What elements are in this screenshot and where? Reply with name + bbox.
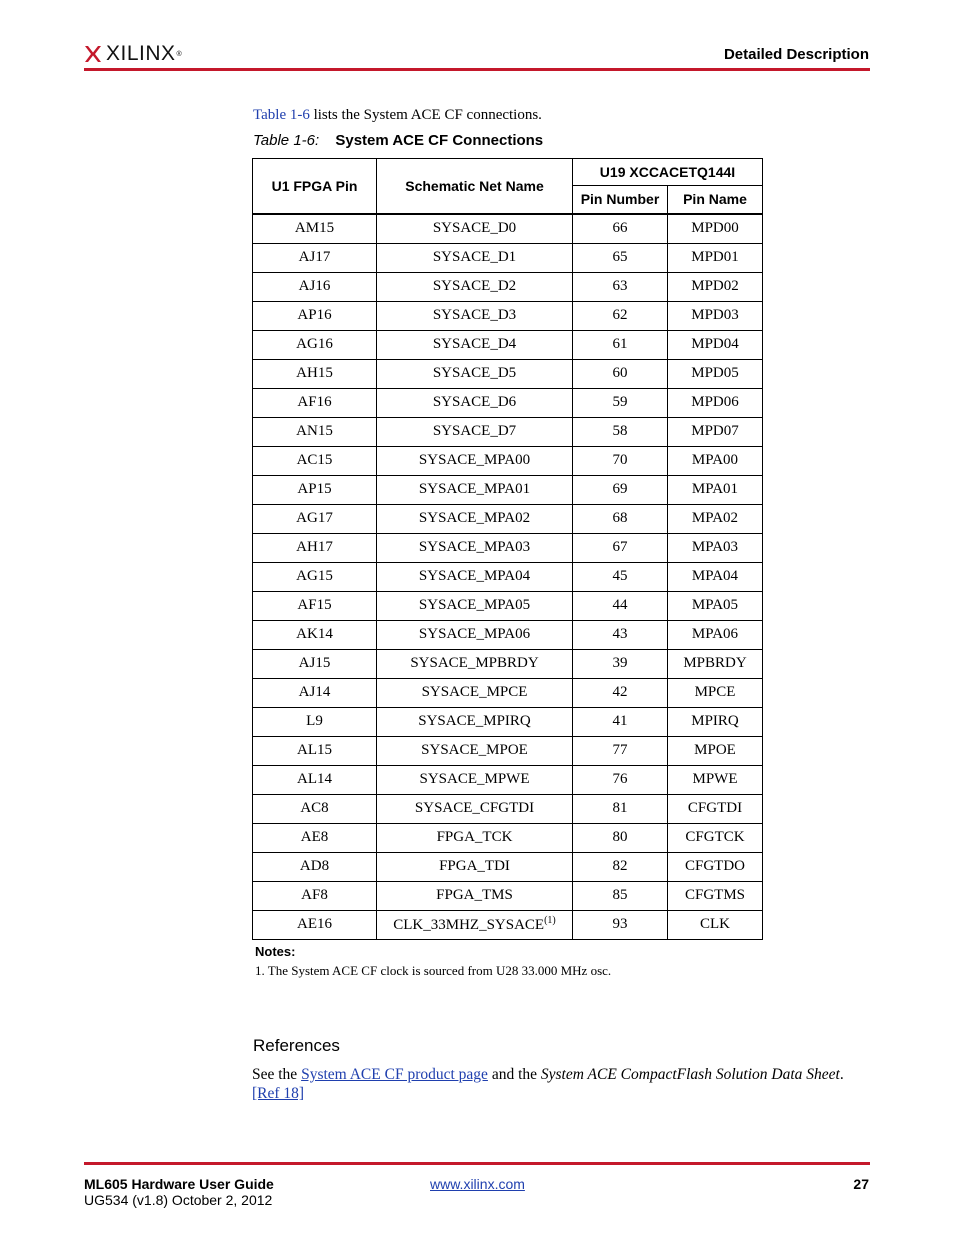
table-row bbox=[253, 446, 763, 475]
footer-doc-version: UG534 (v1.8) October 2, 2012 bbox=[84, 1192, 273, 1208]
cell-pin-number: 77 bbox=[573, 736, 668, 765]
cell-net-name: SYSACE_MPOE bbox=[377, 736, 573, 765]
cell-net-name: SYSACE_D7 bbox=[377, 417, 573, 446]
cell-pin-number: 93 bbox=[573, 910, 668, 939]
cell-net-name: SYSACE_MPA03 bbox=[377, 533, 573, 562]
cell-net-name: SYSACE_D0 bbox=[377, 214, 573, 244]
cell-net-name: FPGA_TMS bbox=[377, 881, 573, 910]
cell-net-name: SYSACE_MPWE bbox=[377, 765, 573, 794]
table-row bbox=[253, 533, 763, 562]
cell-fpga-pin: AK14 bbox=[253, 620, 377, 649]
cell-pin-name: MPD03 bbox=[668, 301, 763, 330]
cell-pin-number: 67 bbox=[573, 533, 668, 562]
header-rule bbox=[84, 68, 870, 71]
header-pin-number: Pin Number bbox=[573, 186, 668, 214]
cell-net-name: SYSACE_CFGTDI bbox=[377, 794, 573, 823]
table-row bbox=[253, 214, 763, 244]
table-row bbox=[253, 243, 763, 272]
table-row bbox=[253, 272, 763, 301]
cell-net-name: SYSACE_MPCE bbox=[377, 678, 573, 707]
cell-pin-name: MPA05 bbox=[668, 591, 763, 620]
table-row bbox=[253, 388, 763, 417]
cell-net-name: SYSACE_D6 bbox=[377, 388, 573, 417]
cell-pin-name: MPA06 bbox=[668, 620, 763, 649]
cell-fpga-pin: AE8 bbox=[253, 823, 377, 852]
cell-pin-number: 39 bbox=[573, 649, 668, 678]
cell-fpga-pin: AD8 bbox=[253, 852, 377, 881]
cell-pin-name: MPWE bbox=[668, 765, 763, 794]
cell-fpga-pin: AH15 bbox=[253, 359, 377, 388]
table-row bbox=[253, 301, 763, 330]
footer-rule bbox=[84, 1162, 870, 1165]
table-row bbox=[253, 649, 763, 678]
cell-fpga-pin: AF16 bbox=[253, 388, 377, 417]
header-u19-group: U19 XCCACETQ144I bbox=[573, 159, 763, 186]
cell-fpga-pin: AF15 bbox=[253, 591, 377, 620]
cell-pin-number: 65 bbox=[573, 243, 668, 272]
cell-pin-name: CFGTMS bbox=[668, 881, 763, 910]
cell-net-name: SYSACE_MPIRQ bbox=[377, 707, 573, 736]
section-title: Detailed Description bbox=[723, 46, 869, 63]
cell-fpga-pin: AL14 bbox=[253, 765, 377, 794]
cell-pin-name: MPD07 bbox=[668, 417, 763, 446]
cell-pin-name: MPD02 bbox=[668, 272, 763, 301]
cell-fpga-pin: AH17 bbox=[253, 533, 377, 562]
cell-net-name: SYSACE_D5 bbox=[377, 359, 573, 388]
cell-pin-number: 43 bbox=[573, 620, 668, 649]
footer-website bbox=[430, 1176, 525, 1192]
table-row bbox=[253, 562, 763, 591]
table-row bbox=[253, 707, 763, 736]
intro-text: lists the System ACE CF connections. bbox=[309, 107, 542, 123]
cell-pin-number: 62 bbox=[573, 301, 668, 330]
cell-pin-number: 70 bbox=[573, 446, 668, 475]
cell-fpga-pin: AF8 bbox=[253, 881, 377, 910]
cell-pin-name: CFGTDI bbox=[668, 794, 763, 823]
table-row bbox=[253, 794, 763, 823]
table-row bbox=[253, 765, 763, 794]
cell-net-name: SYSACE_MPA00 bbox=[377, 446, 573, 475]
cell-net-name: SYSACE_D1 bbox=[377, 243, 573, 272]
table-caption-title: System ACE CF Connections bbox=[335, 132, 544, 149]
cell-net-name: SYSACE_MPA02 bbox=[377, 504, 573, 533]
table-row bbox=[253, 678, 763, 707]
cell-pin-name: MPD06 bbox=[668, 388, 763, 417]
cell-fpga-pin: AJ15 bbox=[253, 649, 377, 678]
table-row bbox=[253, 475, 763, 504]
note-item: 1. The System ACE CF clock is sourced from U28 33.000 MHz osc. bbox=[255, 963, 612, 978]
cell-pin-number: 42 bbox=[573, 678, 668, 707]
cell-pin-number: 58 bbox=[573, 417, 668, 446]
table-row bbox=[253, 910, 763, 939]
product-page-link[interactable]: System ACE CF product page bbox=[301, 1066, 488, 1083]
cell-pin-name: MPOE bbox=[668, 736, 763, 765]
cell-net-name: SYSACE_D3 bbox=[377, 301, 573, 330]
cell-fpga-pin: AG15 bbox=[253, 562, 377, 591]
cell-fpga-pin: L9 bbox=[253, 707, 377, 736]
table-row bbox=[253, 591, 763, 620]
cell-pin-number: 66 bbox=[573, 214, 668, 244]
cell-fpga-pin: AN15 bbox=[253, 417, 377, 446]
page-number: 27 bbox=[853, 1176, 869, 1192]
cell-pin-number: 68 bbox=[573, 504, 668, 533]
cell-pin-number: 45 bbox=[573, 562, 668, 591]
logo-text: XILINX bbox=[106, 42, 176, 65]
cell-pin-name: CFGTDO bbox=[668, 852, 763, 881]
cell-net-name: SYSACE_MPA04 bbox=[377, 562, 573, 591]
references-paragraph bbox=[252, 1065, 870, 1103]
cell-pin-name: MPBRDY bbox=[668, 649, 763, 678]
intro-paragraph bbox=[253, 107, 542, 124]
cell-pin-number: 80 bbox=[573, 823, 668, 852]
cell-pin-number: 76 bbox=[573, 765, 668, 794]
cell-fpga-pin: AP15 bbox=[253, 475, 377, 504]
cell-net-name: SYSACE_MPBRDY bbox=[377, 649, 573, 678]
cell-pin-number: 81 bbox=[573, 794, 668, 823]
net-name-text: CLK_33MHZ_SYSACE bbox=[393, 917, 545, 933]
table-reference-link[interactable]: Table 1-6 bbox=[253, 107, 310, 123]
cell-fpga-pin: AP16 bbox=[253, 301, 377, 330]
cell-net-name: FPGA_TDI bbox=[377, 852, 573, 881]
cell-pin-name: CLK bbox=[668, 910, 763, 939]
notes-title: Notes: bbox=[255, 944, 296, 959]
cell-fpga-pin: AJ16 bbox=[253, 272, 377, 301]
table-row bbox=[253, 417, 763, 446]
refs-text-before: See the bbox=[252, 1066, 302, 1083]
cell-fpga-pin: AG16 bbox=[253, 330, 377, 359]
footer-doc-info bbox=[84, 1176, 274, 1208]
table-caption bbox=[253, 132, 543, 149]
cell-pin-name: MPA02 bbox=[668, 504, 763, 533]
footer-doc-title: ML605 Hardware User Guide bbox=[84, 1176, 274, 1192]
table-row bbox=[253, 504, 763, 533]
website-link[interactable]: www.xilinx.com bbox=[430, 1176, 525, 1192]
cell-net-name: SYSACE_MPA06 bbox=[377, 620, 573, 649]
cell-pin-name: MPD01 bbox=[668, 243, 763, 272]
cell-pin-name: MPA04 bbox=[668, 562, 763, 591]
cell-pin-name: MPCE bbox=[668, 678, 763, 707]
xilinx-x-icon bbox=[84, 45, 102, 63]
references-heading: References bbox=[253, 1036, 340, 1055]
table-row bbox=[253, 620, 763, 649]
cell-net-name bbox=[377, 910, 573, 939]
cell-pin-name: MPA00 bbox=[668, 446, 763, 475]
cell-fpga-pin: AM15 bbox=[253, 214, 377, 244]
cell-fpga-pin: AE16 bbox=[253, 910, 377, 939]
cell-pin-name: CFGTCK bbox=[668, 823, 763, 852]
cell-pin-number: 41 bbox=[573, 707, 668, 736]
cell-fpga-pin: AJ14 bbox=[253, 678, 377, 707]
footnote-marker: (1) bbox=[544, 915, 556, 926]
cell-pin-name: MPD04 bbox=[668, 330, 763, 359]
cell-pin-name: MPA03 bbox=[668, 533, 763, 562]
cell-pin-name: MPA01 bbox=[668, 475, 763, 504]
cell-fpga-pin: AC8 bbox=[253, 794, 377, 823]
refs-text-after: . bbox=[839, 1066, 844, 1083]
cell-net-name: FPGA_TCK bbox=[377, 823, 573, 852]
cell-pin-number: 69 bbox=[573, 475, 668, 504]
cell-fpga-pin: AJ17 bbox=[253, 243, 377, 272]
connections-table bbox=[252, 158, 763, 940]
table-row bbox=[253, 823, 763, 852]
xilinx-logo bbox=[84, 42, 182, 66]
cell-fpga-pin: AG17 bbox=[253, 504, 377, 533]
cell-pin-number: 44 bbox=[573, 591, 668, 620]
cell-net-name: SYSACE_MPA01 bbox=[377, 475, 573, 504]
cell-pin-number: 63 bbox=[573, 272, 668, 301]
datasheet-title: System ACE CompactFlash Solution Data Sheet bbox=[540, 1066, 840, 1083]
logo-registered-mark: ® bbox=[176, 50, 182, 58]
refs-text-middle: and the bbox=[487, 1066, 541, 1083]
table-row bbox=[253, 736, 763, 765]
cell-pin-number: 85 bbox=[573, 881, 668, 910]
cell-pin-number: 61 bbox=[573, 330, 668, 359]
table-body bbox=[253, 214, 763, 911]
cell-fpga-pin: AC15 bbox=[253, 446, 377, 475]
table-row bbox=[253, 852, 763, 881]
header-pin-name: Pin Name bbox=[668, 186, 763, 214]
cell-net-name: SYSACE_D2 bbox=[377, 272, 573, 301]
cell-pin-number: 59 bbox=[573, 388, 668, 417]
cell-pin-number: 82 bbox=[573, 852, 668, 881]
cell-pin-name: MPD00 bbox=[668, 214, 763, 244]
header-fpga-pin: U1 FPGA Pin bbox=[253, 159, 377, 214]
table-row bbox=[253, 881, 763, 910]
cell-net-name: SYSACE_MPA05 bbox=[377, 591, 573, 620]
cell-pin-name: MPD05 bbox=[668, 359, 763, 388]
cell-net-name: SYSACE_D4 bbox=[377, 330, 573, 359]
cell-pin-number: 60 bbox=[573, 359, 668, 388]
table-row bbox=[253, 359, 763, 388]
table-caption-label: Table 1-6: bbox=[253, 132, 320, 149]
header-net-name: Schematic Net Name bbox=[377, 159, 573, 214]
ref-18-link[interactable]: [Ref 18] bbox=[252, 1085, 305, 1102]
cell-fpga-pin: AL15 bbox=[253, 736, 377, 765]
table-row bbox=[253, 330, 763, 359]
cell-pin-name: MPIRQ bbox=[668, 707, 763, 736]
